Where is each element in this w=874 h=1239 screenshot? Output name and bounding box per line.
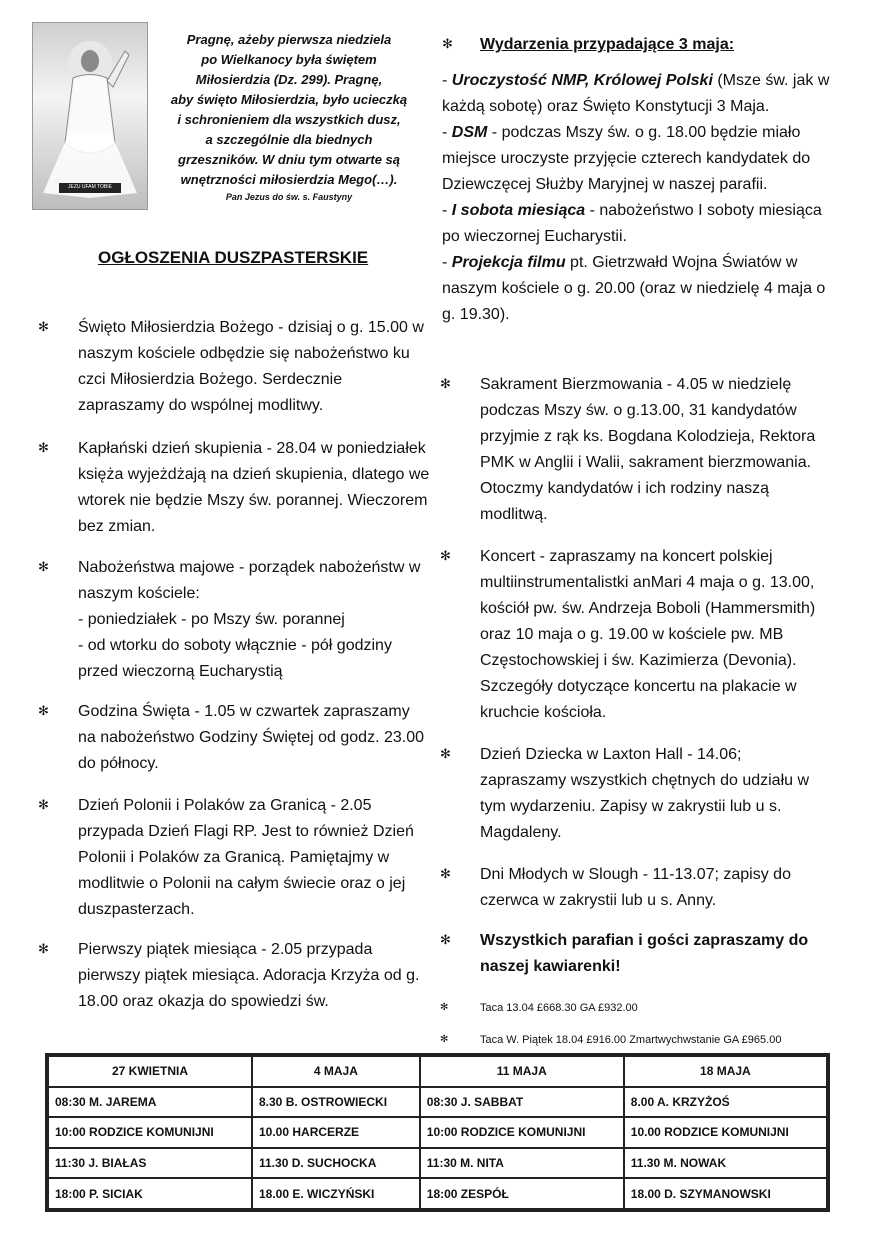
table-cell: 10:00 RODZICE KOMUNIJNI [420,1117,624,1148]
asterisk-bullet-icon: ✻ [38,320,49,335]
column-header: 11 MAJA [420,1056,624,1087]
quote-line: i schronieniem dla wszystkich dusz, [177,112,401,127]
announcement-text: Koncert - zapraszamy na koncert polskiej multiinstrumentalistki anMari 4 maja o g. 13.00, kościół pw. św. Andrzeja Boboli (Hammersmith) oraz 10 maja o g. 19.00 w kościele pw. MB Częstochowskiej i św. Kazimierza (Devonia). Szczegóły dotyczące koncertu na plakacie w kruchcie kościoła. [480,548,816,721]
may3-title-text: Wydarzenia przypadające 3 maja: [480,36,735,53]
quote-line: Miłosierdzia (Dz. 299). Pragnę, [195,72,383,87]
may3-events [442,32,834,328]
announcement-text: Kapłański dzień skupienia - 28.04 w poniedziałek księża wyjeżdżają na dzień skupienia, dlatego we wtorek nie będzie Mszy św. porannej. Wieczorem bez zmian. [78,440,430,535]
table-cell: 08:30 M. JAREMA [48,1087,252,1118]
asterisk-bullet-icon: ✻ [440,933,451,948]
announcement-item [440,862,832,914]
may3-entry: - Uroczystość NMP, Królowej Polski (Msze św. jak w każdą sobotę) oraz Święto Konstytucji 3 Maja. [442,72,830,115]
entry-lead: DSM [451,124,488,141]
quote-line: Pragnę, ażeby pierwsza niedziela [186,32,392,47]
quote-source: Pan Jezus do św. s. Faustyny [225,192,353,202]
mercy-quote [160,30,418,204]
table-cell: 11:30 M. NITA [420,1148,624,1179]
quote-line: aby święto Miłosierdzia, było ucieczką [170,92,408,107]
entry-text: pt. Gietrzwałd Wojna Światów w naszym kościele o g. 20.00 (oraz w niedzielę 4 maja o g. 19.30). [442,254,826,323]
table-cell: 8.30 B. OSTROWIECKI [252,1087,420,1118]
image-caption: JEZU UFAM TOBIE [68,184,112,190]
asterisk-bullet-icon: ✻ [440,747,451,762]
table-header-row [48,1056,827,1087]
announcement-item [440,742,832,846]
announcement-item [38,699,430,777]
entry-lead: I sobota miesiąca [451,202,586,219]
table-cell: 18:00 ZESPÓŁ [420,1178,624,1209]
announcement-text: Wszystkich parafian i gości zapraszamy do naszej kawiarenki! [480,932,809,975]
announcement-item [38,555,430,685]
entry-lead: Uroczystość NMP, Królowej Polski [451,72,713,89]
entry-text: - nabożeństwo I soboty miesiąca po wieczornej Eucharystii. [442,202,822,245]
quote-line: po Wielkanocy była świętem [201,52,377,67]
quote-line: wnętrzności miłosierdzia Mego(…). [180,172,398,187]
may3-entry: - DSM - podczas Mszy św. o g. 18.00 będzie miało miejsce uroczyste przyjęcie czterech kandydatek do Dziewczęcej Służby Maryjnej w naszej parafii. [442,124,811,193]
table-cell: 18.00 E. WICZYŃSKI [252,1178,420,1209]
asterisk-bullet-icon: ✻ [440,377,451,392]
announcement-text: Dzień Dziecka w Laxton Hall - 14.06; zapraszamy wszystkich chętnych do udziału w tym wydarzeniu. Zapisy w zakrystii lub u s. Magdaleny. [480,746,810,841]
collection-note [440,1032,850,1048]
column-header: 27 KWIETNIA [48,1056,252,1087]
table-cell: 11.30 M. NOWAK [624,1148,827,1179]
asterisk-bullet-icon: ✻ [442,37,453,52]
asterisk-bullet-icon: ✻ [38,704,49,719]
divine-mercy-image [32,22,148,210]
collection-note [440,1000,840,1016]
announcement-item [440,544,832,726]
table-cell: 18:00 P. SICIAK [48,1178,252,1209]
collection-text: Taca 13.04 £668.30 GA £932.00 [480,1002,638,1014]
asterisk-bullet-icon: ✻ [440,549,451,564]
collection-text: Taca W. Piątek 18.04 £916.00 Zmartwychwstanie GA £965.00 [480,1034,782,1046]
column-header: 18 MAJA [624,1056,827,1087]
may3-title [442,32,834,58]
announcement-text: Godzina Święta - 1.05 w czwartek zapraszamy na nabożeństwo Godziny Świętej od godz. 23.00 do północy. [78,703,425,772]
table-cell: 11:30 J. BIAŁAS [48,1148,252,1179]
page-title: OGŁOSZENIA DUSZPASTERSKIE [98,248,369,267]
table-row [48,1148,827,1179]
table-cell: 10.00 HARCERZE [252,1117,420,1148]
announcement-item [440,372,832,528]
asterisk-bullet-icon: ✻ [38,441,49,456]
announcement-text: Pierwszy piątek miesiąca - 2.05 przypada pierwszy piątek miesiąca. Adoracja Krzyża od g. 18.00 oraz okazja do spowiedzi św. [78,941,420,1010]
announcement-text: Święto Miłosierdzia Bożego - dzisiaj o g. 15.00 w naszym kościele odbędzie się nabożeństwo ku czci Miłosierdzia Bożego. Serdecznie zapraszamy do wspólnej modlitwy. [78,319,424,414]
table-row [48,1178,827,1209]
column-header: 4 MAJA [252,1056,420,1087]
announcement-text: Nabożeństwa majowe - porządek nabożeństw w naszym kościele: [78,559,421,602]
quote-line: grzeszników. W dniu tym otwarte są [178,152,400,167]
entry-text: - podczas Mszy św. o g. 18.00 będzie miało miejsce uroczyste przyjęcie czterech kandydatek do Dziewczęcej Służby Maryjnej w naszej parafii. [442,124,811,193]
asterisk-bullet-icon: ✻ [38,798,49,813]
announcement-item [38,436,430,540]
table-cell: 18.00 D. SZYMANOWSKI [624,1178,827,1209]
announcement-text: Sakrament Bierzmowania - 4.05 w niedzielę podczas Mszy św. o g.13.00, 31 kandydatów przyjmie z rąk ks. Bogdana Kolodziejа, Rektora PMK w Anglii i Walii, sakrament bierzmowania. Otoczmy kandydatów i ich rodziny naszą modlitwą. [480,376,816,523]
announcement-subline: - od wtorku do soboty włącznie - pół godziny przed wieczorną Eucharystią [78,637,392,680]
asterisk-bullet-icon: ✻ [38,942,49,957]
asterisk-bullet-icon: ✻ [440,1002,449,1013]
entry-text: (Msze św. jak w każdą sobotę) oraz Święto Konstytucji 3 Maja. [442,72,830,115]
table-cell: 10:00 RODZICE KOMUNIJNI [48,1117,252,1148]
entry-lead: Projekcja filmu [451,254,566,271]
announcement-item [440,928,832,980]
mass-schedule-table [45,1053,830,1212]
announcement-item [38,937,430,1015]
asterisk-bullet-icon: ✻ [38,560,49,575]
table-row [48,1117,827,1148]
quote-line: a szczególnie dla biednych [205,132,373,147]
announcement-item [38,793,430,923]
table-row [48,1087,827,1118]
may3-entry: - I sobota miesiąca - nabożeństwo I soboty miesiąca po wieczornej Eucharystii. [442,202,822,245]
announcement-text: Dzień Polonii i Polaków za Granicą - 2.05 przypada Dzień Flagi RP. Jest to również Dzień Polonii i Polaków za Granicą. Pamiętajmy w modlitwie o Polonii na całym świecie oraz o jej duszpasterzach. [78,797,414,918]
announcement-item [38,315,430,419]
table-cell: 11.30 D. SUCHOCKA [252,1148,420,1179]
table-cell: 8.00 A. KRZYŻOŚ [624,1087,827,1118]
asterisk-bullet-icon: ✻ [440,867,451,882]
asterisk-bullet-icon: ✻ [440,1034,449,1045]
table-cell: 10.00 RODZICE KOMUNIJNI [624,1117,827,1148]
table-cell: 08:30 J. SABBAT [420,1087,624,1118]
announcement-subline: - poniedziałek - po Mszy św. porannej [78,611,345,628]
may3-entry: - Projekcja filmu pt. Gietrzwałd Wojna Światów w naszym kościele o g. 20.00 (oraz w niedzielę 4 maja o g. 19.30). [442,254,826,323]
announcement-text: Dni Młodych w Slough - 11-13.07; zapisy do czerwca w zakrystii lub u s. Anny. [480,866,791,909]
